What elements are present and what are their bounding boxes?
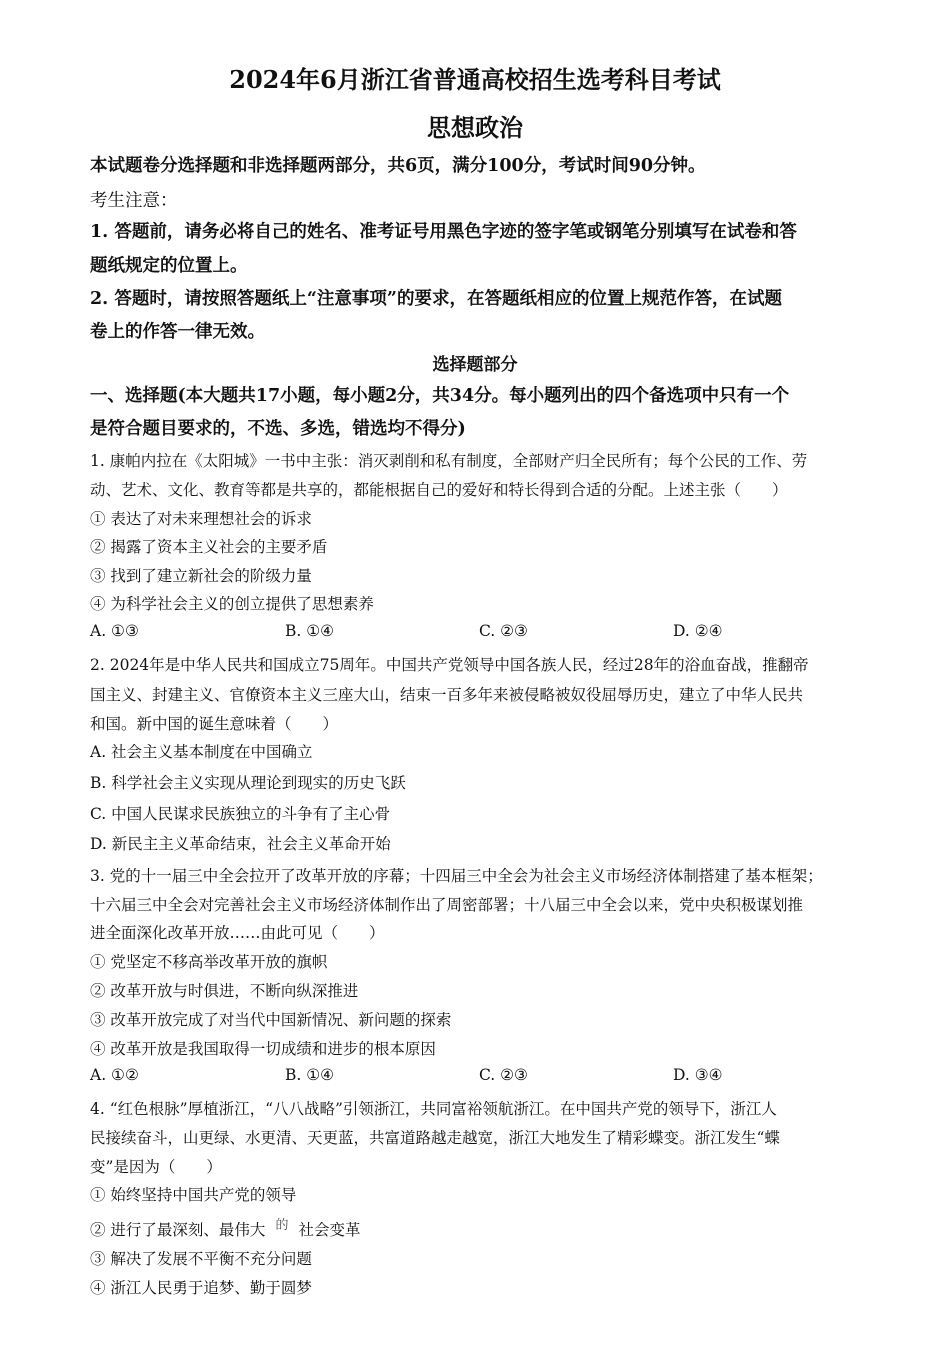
- q4-statement-3: ③ 解决了发展不平衡不充分问题: [90, 1250, 312, 1268]
- intro-summary: 本试题卷分选择题和非选择题两部分，共6页，满分100分，考试时间90分钟。: [90, 156, 706, 176]
- note2-line2: 卷上的作答一律无效。: [90, 322, 265, 342]
- section-instruction-line1: 一、选择题(本大题共17小题，每小题2分，共34分。每小题列出的四个备选项中只有一个: [90, 386, 790, 406]
- q4-statement-2-part2: 的: [275, 1218, 289, 1233]
- section-instruction-line2: 是符合题目要求的，不选、多选，错选均不得分): [90, 419, 466, 439]
- q4-statement-2-part3: 社会变革: [298, 1221, 361, 1239]
- q3-statement-4: ④ 改革开放是我国取得一切成绩和进步的根本原因: [90, 1040, 436, 1058]
- q1-statement-2: ② 揭露了资本主义社会的主要矛盾: [90, 538, 328, 556]
- q1-option-d: D. ②④: [673, 622, 723, 640]
- q3-option-c: C. ②③: [479, 1066, 528, 1084]
- q2-option-b: B. 科学社会主义实现从理论到现实的历史飞跃: [90, 774, 406, 792]
- q1-statement-4: ④ 为科学社会主义的创立提供了思想素养: [90, 595, 374, 613]
- notice-label: 考生注意：: [90, 191, 178, 211]
- q3-option-d: D. ③④: [673, 1066, 723, 1084]
- q4-statement-4: ④ 浙江人民勇于追梦、勤于圆梦: [90, 1279, 312, 1297]
- q4-statement-1: ① 始终坚持中国共产党的领导: [90, 1186, 297, 1204]
- note2-line1: 2. 答题时，请按照答题纸上“注意事项”的要求，在答题纸相应的位置上规范作答，在试题: [90, 289, 782, 309]
- q3-statement-2: ② 改革开放与时俱进，不断向纵深推进: [90, 982, 359, 1000]
- q1-option-c: C. ②③: [479, 622, 528, 640]
- q4-statement-2: [90, 1218, 360, 1240]
- q4-statement-2-part1: ② 进行了最深刻、最伟大: [90, 1221, 266, 1239]
- q3-stem-line2: 十六届三中全会对完善社会主义市场经济体制作出了周密部署；十八届三中全会以来，党中央积极谋划推: [90, 896, 804, 914]
- q3-statement-1: ① 党坚定不移高举改革开放的旗帜: [90, 953, 328, 971]
- q1-option-a: A. ①③: [90, 622, 139, 640]
- q1-stem-line1: 1. 康帕内拉在《太阳城》一书中主张：消灭剥削和私有制度，全部财产归全民所有；每个公民的工作、劳: [90, 452, 808, 470]
- q1-statement-1: ① 表达了对未来理想社会的诉求: [90, 510, 312, 528]
- q1-statement-3: ③ 找到了建立新社会的阶级力量: [90, 567, 312, 585]
- section-title: 选择题部分: [432, 355, 518, 375]
- q4-stem-line2: 民接续奋斗，山更绿、水更清、天更蓝，共富道路越走越宽，浙江大地发生了精彩蝶变。浙江发生“蝶: [90, 1129, 780, 1147]
- q2-stem-line1: 2. 2024年是中华人民共和国成立75周年。中国共产党领导中国各族人民，经过28年的浴血奋战，推翻帝: [90, 656, 809, 674]
- q3-option-b: B. ①④: [285, 1066, 335, 1084]
- q2-option-d: D. 新民主主义革命结束，社会主义革命开始: [90, 835, 391, 853]
- q3-statement-3: ③ 改革开放完成了对当代中国新情况、新问题的探索: [90, 1011, 452, 1029]
- q2-stem-line3: 和国。新中国的诞生意味着（ ）: [90, 715, 339, 733]
- q4-stem-line3: 变”是因为（ ）: [90, 1158, 222, 1176]
- q3-option-a: A. ①②: [90, 1066, 139, 1084]
- q1-option-b: B. ①④: [285, 622, 335, 640]
- q2-option-a: A. 社会主义基本制度在中国确立: [90, 743, 313, 761]
- q3-stem-line3: 进全面深化改革开放……由此可见（ ）: [90, 924, 385, 942]
- note1-line2: 题纸规定的位置上。: [90, 256, 248, 276]
- q1-stem-line2: 动、艺术、文化、教育等都是共享的，都能根据自己的爱好和特长得到合适的分配。上述主张（ ）: [90, 481, 788, 499]
- exam-title: 2024年6月浙江省普通高校招生选考科目考试: [229, 65, 721, 94]
- q2-option-c: C. 中国人民谋求民族独立的斗争有了主心骨: [90, 805, 391, 823]
- q4-stem-line1: 4. “红色根脉”厚植浙江，“八八战略”引领浙江，共同富裕领航浙江。在中国共产党的领导下，浙江人: [90, 1100, 777, 1118]
- q2-stem-line2: 国主义、封建主义、官僚资本主义三座大山，结束一百多年来被侵略被奴役屈辱历史，建立了中华人民共: [90, 686, 804, 704]
- note1-line1: 1. 答题前，请务必将自己的姓名、准考证号用黑色字迹的签字笔或钢笔分别填写在试卷和答: [90, 222, 797, 242]
- subject-title: 思想政治: [427, 113, 523, 142]
- q3-stem-line1: 3. 党的十一届三中全会拉开了改革开放的序幕；十四届三中全会为社会主义市场经济体制搭建了基本框架；: [90, 867, 823, 885]
